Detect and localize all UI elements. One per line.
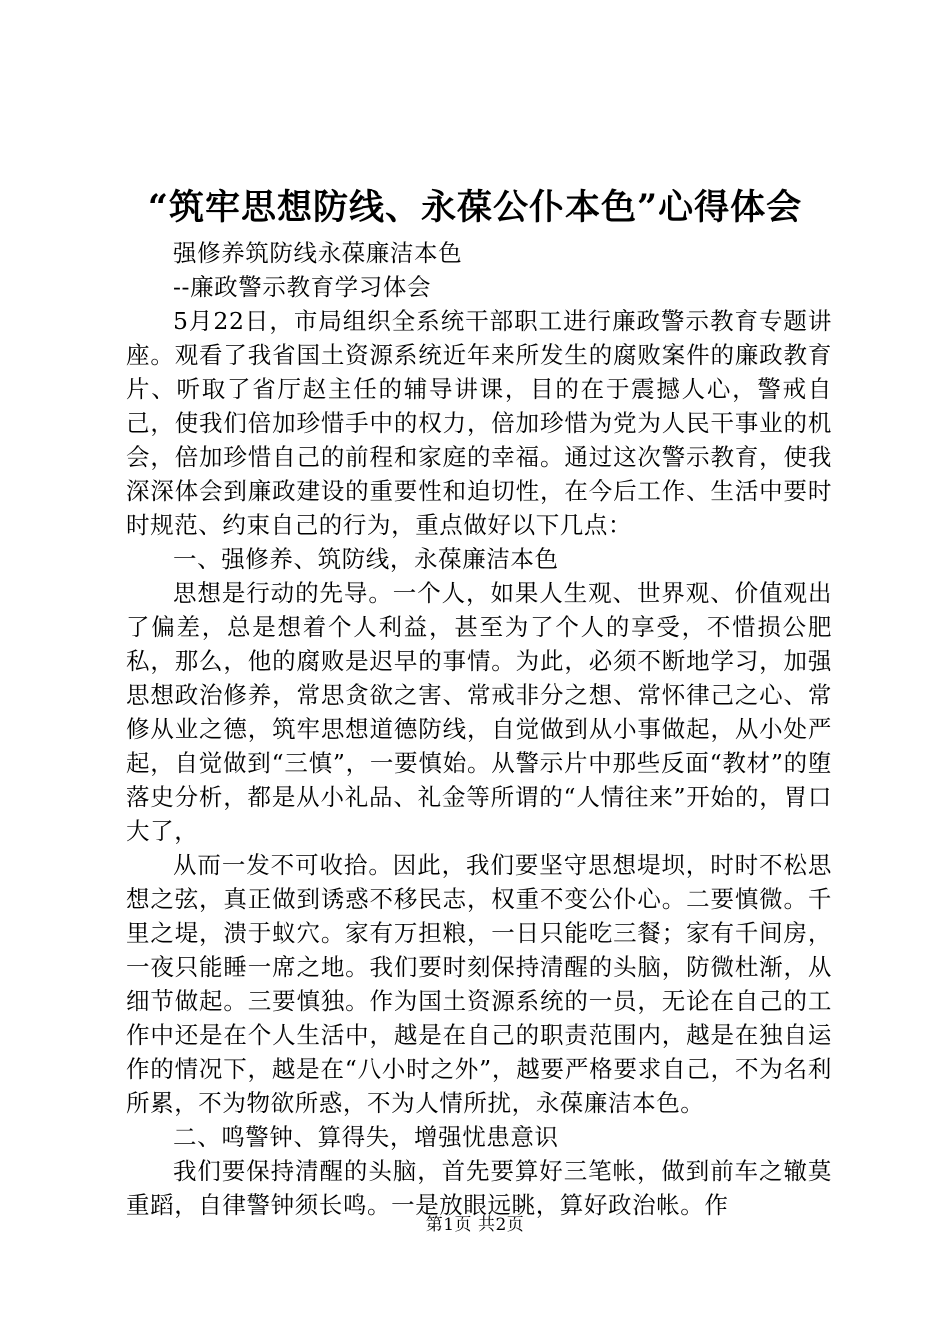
body-paragraph: 思想是行动的先导。一个人，如果人生观、世界观、价值观出了偏差，总是想着个人利益，甚至为了个人的享受，不惜损公肥私，那么，他的腐败是迟早的事情。为此，必须不断地学习，加强思想政治修养，常思贪欲之害、常戒非分之想、常怀律己之心、常修从业之德，筑牢思想道德防线，自觉做到从小事做起，从小处严起，自觉做到“三慎”，一要慎始。从警示片中那些反面“教材”的堕落史分析，都是从小礼品、礼金等所谓的“人情往来”开始的，胃口大了， <box>126 579 832 845</box>
page-footer: 第1页 共2页 <box>425 1215 525 1235</box>
section-heading: 一、强修养、筑防线，永葆廉洁本色 <box>173 545 559 573</box>
subtitle: 强修养筑防线永葆廉洁本色 <box>173 239 463 267</box>
body-paragraph: 从而一发不可收拾。因此，我们要坚守思想堤坝，时时不松思想之弦，真正做到诱惑不移民志，权重不变公仆心。二要慎微。千里之堤，溃于蚁穴。家有万担粮，一日只能吃三餐；家有千间房，一夜只能睡一席之地。我们要时刻保持清醒的头脑，防微杜渐，从细节做起。三要慎独。作为国土资源系统的一员，无论在自己的工作中还是在个人生活中，越是在自己的职责范围内，越是在独自运作的情况下，越是在“八小时之外”，越要严格要求自己，不为名利所累，不为物欲所惑，不为人情所扰，永葆廉洁本色。 <box>126 851 832 1117</box>
document-body <box>126 236 832 1222</box>
document-title: “筑牢思想防线、永葆公仆本色”心得体会 <box>147 187 803 228</box>
subtitle-secondary: --廉政警示教育学习体会 <box>173 273 432 301</box>
section-heading: 二、鸣警钟、算得失，增强忧患意识 <box>173 1123 559 1151</box>
body-paragraph: 5月22日，市局组织全系统干部职工进行廉政警示教育专题讲座。观看了我省国土资源系统近年来所发生的腐败案件的廉政教育片、听取了省厅赵主任的辅导讲课，目的在于震撼人心，警戒自己，使我们倍加珍惜手中的权力，倍加珍惜为党为人民干事业的机会，倍加珍惜自己的前程和家庭的幸福。通过这次警示教育，使我深深体会到廉政建设的重要性和迫切性，在今后工作、生活中要时时规范、约束自己的行为，重点做好以下几点： <box>126 307 832 539</box>
body-paragraph: 我们要保持清醒的头脑，首先要算好三笔帐，做到前车之辙莫重蹈，自律警钟须长鸣。一是放眼远眺，算好政治帐。作 <box>126 1157 832 1219</box>
